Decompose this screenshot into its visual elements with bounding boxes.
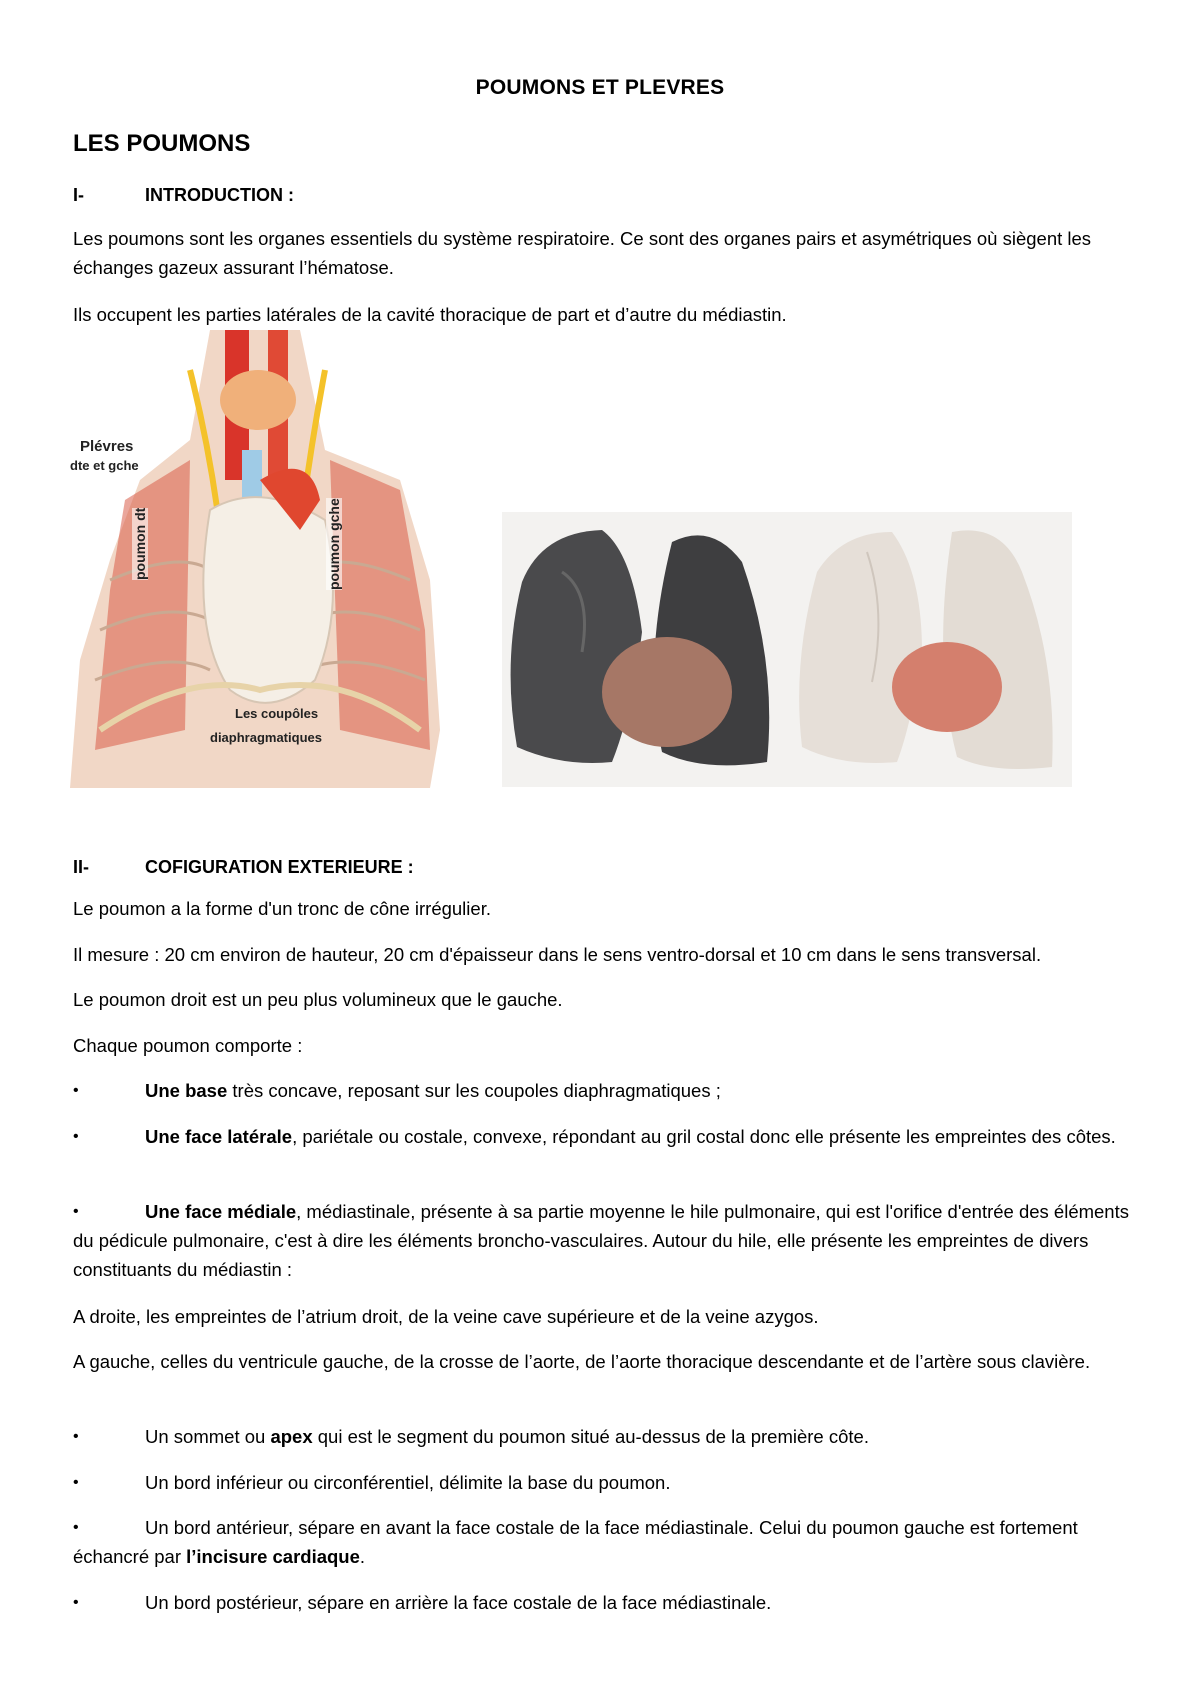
- bullet-sommet-pre: Un sommet ou: [145, 1426, 271, 1447]
- label-diaphragmatiques: diaphragmatiques: [210, 730, 322, 745]
- label-poumon-gche-text: poumon gche: [326, 498, 342, 590]
- bullet-base: [73, 1076, 1143, 1105]
- bullet-face-mediale: [73, 1197, 1143, 1284]
- bullet-face-mediale-bold: Une face médiale: [145, 1201, 297, 1222]
- bullet-symbol: •: [73, 1203, 79, 1220]
- bullet-face-mediale-text: , médiastinale, présente à sa partie moyenne le hile pulmonaire, qui est l'orifice d'entrée des éléments du pédicule pulmonaire, c'est à dire les éléments broncho-vasculaires. Autour du hile, elle présente les empreintes de divers constituants du médiastin :: [73, 1201, 1129, 1280]
- bullet-base-bold: Une base: [145, 1080, 228, 1101]
- bullet-symbol: •: [73, 1428, 79, 1445]
- bullet-symbol: •: [73, 1519, 79, 1536]
- intro-paragraph-1: Les poumons sont les organes essentiels du système respiratoire. Ce sont des organes pairs et asymétriques où siègent les échanges gazeux assurant l’hématose.: [73, 228, 1092, 278]
- section-2-number: II-: [73, 857, 89, 877]
- bullet-bord-anterieur-bold: l’incisure cardiaque: [186, 1546, 360, 1567]
- lungs-photo-drawing: [502, 512, 1072, 787]
- label-dte-et-gche: dte et gche: [70, 458, 139, 473]
- lungs-photo: [502, 512, 1072, 787]
- bullet-bord-anterieur: [73, 1513, 1143, 1571]
- thorax-illustration: [70, 330, 445, 788]
- bullet-sommet-bold: apex: [270, 1426, 313, 1447]
- section-1-number: I-: [73, 185, 84, 205]
- bullet-face-laterale: [73, 1122, 1143, 1151]
- document-title: POUMONS ET PLEVRES: [475, 76, 725, 99]
- section-1-title: INTRODUCTION :: [145, 185, 294, 205]
- bullet-sommet: [73, 1422, 1143, 1451]
- bullet-face-laterale-text: , pariétale ou costale, convexe, répondant au gril costal donc elle présente les empreintes des côtes.: [292, 1126, 1116, 1147]
- config-paragraph-3: Le poumon droit est un peu plus volumineux que le gauche.: [73, 989, 563, 1010]
- bullet-sommet-post: qui est le segment du poumon situé au-dessus de la première côte.: [312, 1426, 869, 1447]
- label-poumon-gche: [326, 498, 342, 590]
- bullet-symbol: •: [73, 1082, 79, 1099]
- bullet-bord-anterieur-post: .: [359, 1546, 366, 1567]
- section-2-title: COFIGURATION EXTERIEURE :: [145, 857, 414, 877]
- label-coupoles: Les coupôles: [235, 706, 319, 721]
- bullet-bord-inferieur-text: Un bord inférieur ou circonférentiel, délimite la base du poumon.: [145, 1472, 671, 1493]
- bullet-symbol: •: [73, 1594, 79, 1611]
- label-poumon-dt-text: poumon dt: [132, 507, 148, 580]
- bullet-bord-posterieur-text: Un bord postérieur, sépare en arrière la face costale de la face médiastinale.: [145, 1592, 772, 1613]
- bullet-symbol: •: [73, 1128, 79, 1145]
- config-paragraph-2: Il mesure : 20 cm environ de hauteur, 20 cm d'épaisseur dans le sens ventro-dorsal et 10 cm dans le sens transversal.: [73, 944, 1042, 965]
- bullet-face-laterale-bold: Une face latérale: [145, 1126, 293, 1147]
- label-plevres: Plévres: [80, 438, 134, 455]
- side-gauche: A gauche, celles du ventricule gauche, de la crosse de l’aorte, de l’aorte thoracique descendante et de l’artère sous clavière.: [73, 1351, 1091, 1372]
- config-paragraph-4: Chaque poumon comporte :: [73, 1035, 303, 1056]
- bullet-bord-anterieur-pre: Un bord antérieur, sépare en avant la face costale de la face médiastinale. Celui du poumon gauche est fortement échancré par: [73, 1517, 1078, 1567]
- label-poumon-dt: [132, 508, 148, 580]
- bullet-base-text: très concave, reposant sur les coupoles diaphragmatiques ;: [227, 1080, 721, 1101]
- intro-paragraph-2: Ils occupent les parties latérales de la cavité thoracique de part et d’autre du médiastin.: [73, 304, 787, 325]
- side-droite: A droite, les empreintes de l’atrium droit, de la veine cave supérieure et de la veine azygos.: [73, 1306, 819, 1327]
- bullet-symbol: •: [73, 1474, 79, 1491]
- bullet-bord-inferieur: [73, 1468, 1143, 1497]
- bullet-bord-posterieur: [73, 1588, 1143, 1617]
- heading-les-poumons: LES POUMONS: [73, 130, 251, 157]
- config-paragraph-1: Le poumon a la forme d'un tronc de cône irrégulier.: [73, 898, 491, 919]
